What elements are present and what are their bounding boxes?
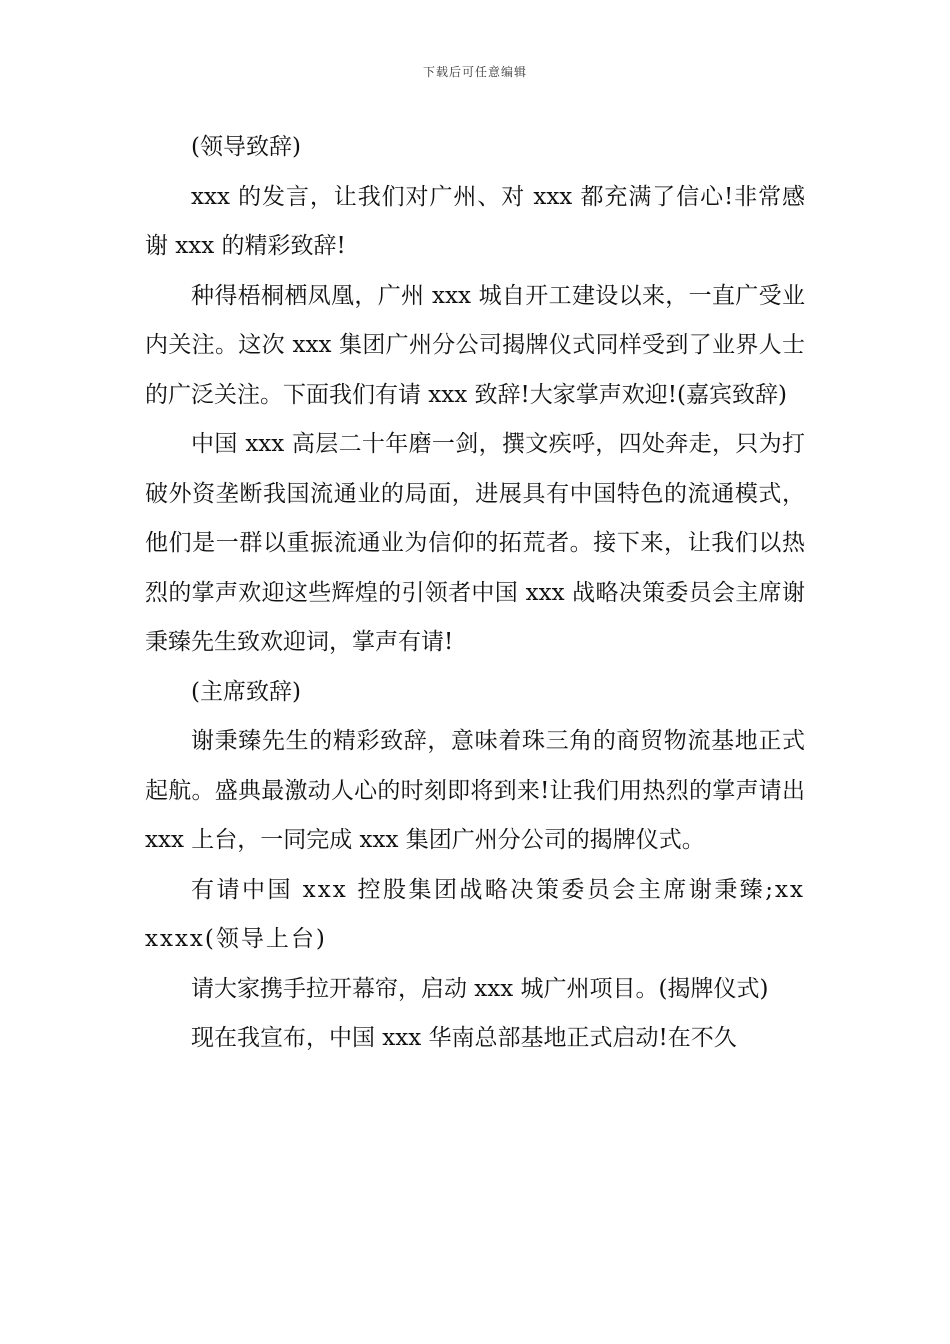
paragraph: 种得梧桐栖凤凰，广州 xxx 城自开工建设以来，一直广受业内关注。这次 xxx 集团广州分公司揭牌仪式同样受到了业界人士的广泛关注。下面我们有请 xxx 致辞!大家掌声欢迎!(嘉宾致辞) xyxy=(145,282,805,408)
paragraph: 请大家携手拉开幕帘，启动 xxx 城广州项目。(揭牌仪式) xyxy=(191,975,769,1002)
paragraph: 中国 xxx 高层二十年磨一剑，撰文疾呼，四处奔走，只为打破外资垄断我国流通业的局面，进展具有中国特色的流通模式，他们是一群以重振流通业为信仰的拓荒者。接下来，让我们以热烈的掌声欢迎这些辉煌的引领者中国 xxx 战略决策委员会主席谢秉臻先生致欢迎词，掌声有请! xyxy=(145,431,805,655)
document-body xyxy=(145,123,805,1064)
page-header: 下载后可任意编辑 xyxy=(422,65,527,79)
paragraph: xxx 的发言，让我们对广州、对 xxx 都充满了信心!非常感谢 xxx 的精彩致辞! xyxy=(145,183,805,259)
paragraph: (主席致辞) xyxy=(191,678,301,705)
paragraph: 现在我宣布，中国 xxx 华南总部基地正式启动!在不久 xyxy=(191,1025,737,1051)
paragraph: 有请中国 xxx 控股集团战略决策委员会主席谢秉臻;xxxxxx(领导上台) xyxy=(145,876,805,952)
paragraph: 谢秉臻先生的精彩致辞，意味着珠三角的商贸物流基地正式起航。盛典最激动人心的时刻即将到来!让我们用热烈的掌声请出 xxx 上台，一同完成 xxx 集团广州分公司的揭牌仪式。 xyxy=(145,728,805,853)
paragraph: (领导致辞) xyxy=(191,134,301,160)
